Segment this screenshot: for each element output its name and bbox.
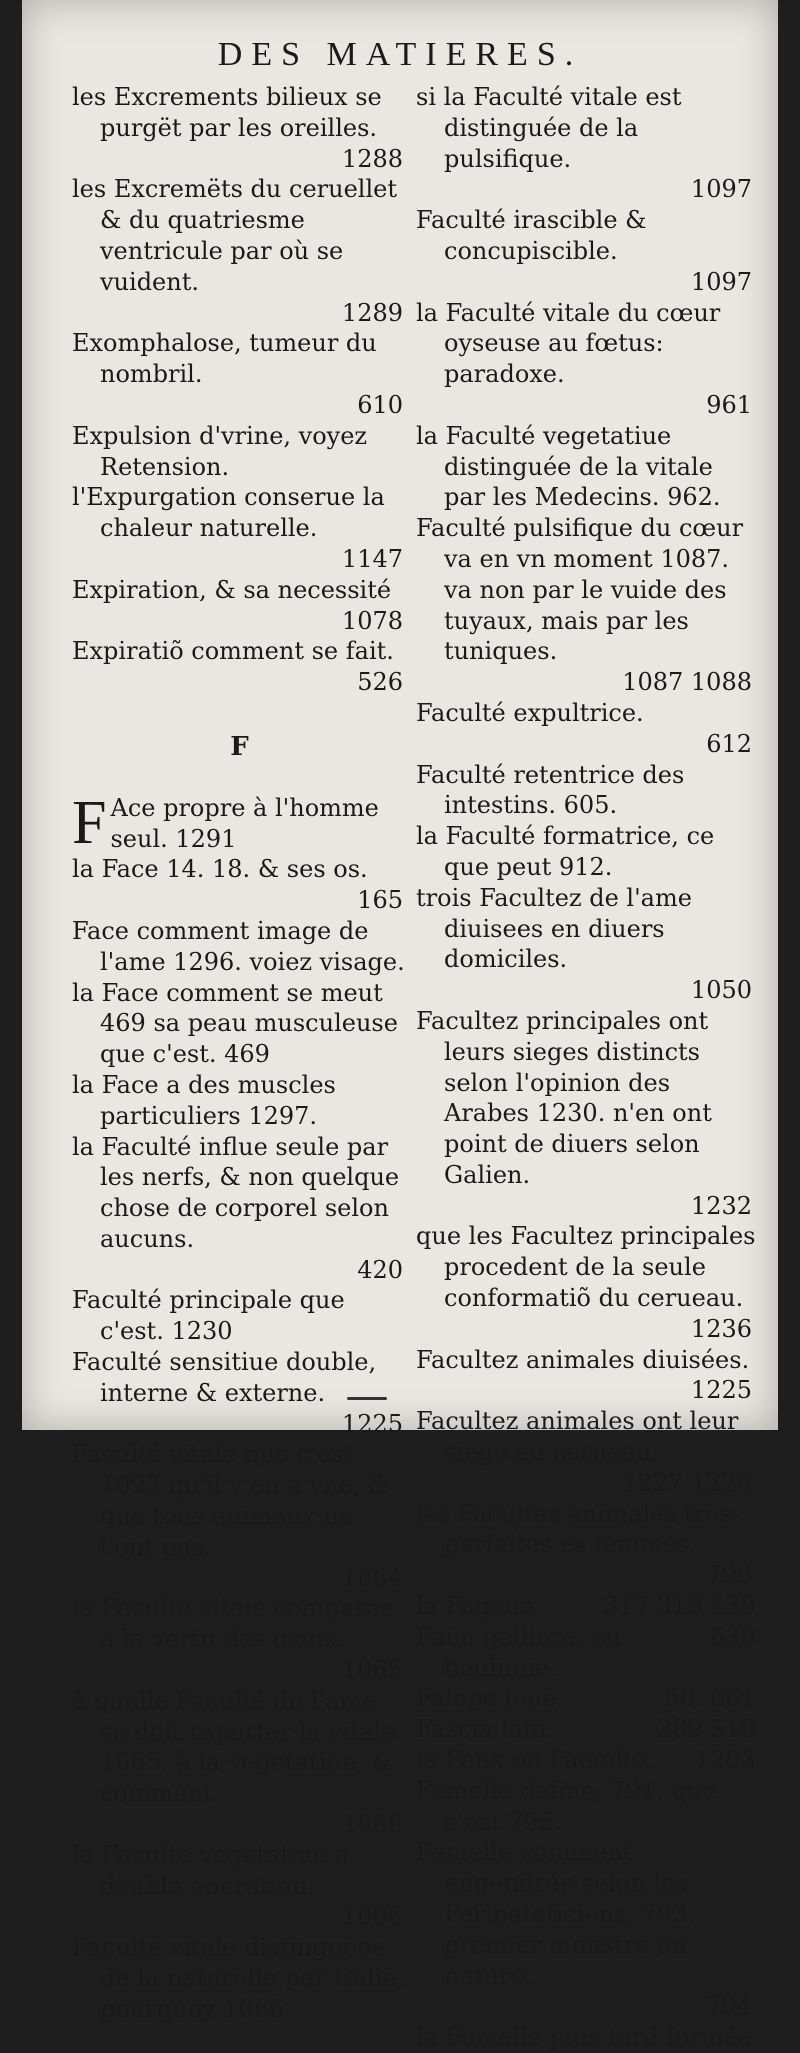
index-entry — [416, 298, 756, 421]
entry-pages: 289 510 — [656, 1715, 756, 1744]
entry-pages: 1289 — [341, 298, 403, 327]
index-entry — [416, 1745, 756, 1776]
entry-pages: 1064 — [341, 1563, 403, 1592]
index-entry — [416, 513, 756, 698]
index-entry — [416, 760, 756, 822]
entry-text: Exomphalose, tumeur du nombril. — [72, 329, 377, 389]
entry-pages: 1066 — [341, 1810, 403, 1839]
entry-text: Femelle define, 791. que c'est 795. — [416, 1776, 717, 1836]
entry-text: Facultez animales ont leur siege au cerueau. — [416, 1407, 739, 1467]
index-entry — [72, 788, 407, 857]
index-entry — [416, 205, 756, 297]
entry-pages: 1087 1088 — [622, 668, 752, 697]
entry-text: Expiration, & sa necessité — [72, 575, 392, 604]
entry-text: Falope loué. — [416, 1684, 565, 1713]
entry-pages: 526 — [357, 668, 403, 697]
entry-text: les Facultez animales tres-parfaites es femmes. — [416, 1499, 740, 1559]
index-entry — [72, 482, 407, 574]
entry-pages: 961 — [706, 390, 752, 419]
entry-pages: 1225 — [341, 1409, 403, 1438]
index-entry — [416, 1622, 756, 1684]
entry-text: trois Facultez de l'ame diuisees en diuers domiciles. — [416, 883, 692, 974]
entry-text: Face comment image de l'ame 1296. voiez visage. — [72, 916, 405, 976]
entry-text: Femelle comment engendrée selon les Peripateticiens, 793. premier monstre en nature. — [416, 1838, 696, 1990]
index-entry — [416, 1714, 756, 1745]
entry-text: la Faux ou Faucille. — [416, 1746, 653, 1775]
entry-list-f — [72, 788, 407, 2025]
entry-text: la Face comment se meut 469 sa peau musculeuse que c'est. 469 — [72, 978, 398, 1069]
entry-text: la Faculté vitale du cœur oyseuse au fœtus: paradoxe. — [416, 298, 721, 389]
entry-pages: 1147 — [341, 544, 403, 573]
index-entry — [72, 854, 407, 916]
entry-text: la Faculté vegetatiue distinguée de la vitale par les Medecins. 962. — [416, 421, 721, 512]
entry-text: la Face 14. 18. & ses os. — [72, 855, 368, 884]
entry-text: Faculté principale que c'est. 1230 — [72, 1286, 345, 1346]
entry-pages: 1078 — [341, 606, 403, 635]
section-letter: F — [230, 731, 249, 762]
page-end-ornament — [347, 1397, 387, 1400]
index-entry — [72, 1285, 407, 1347]
entry-pages: 317 319 439 — [603, 1592, 756, 1621]
entry-pages: 610 — [357, 390, 403, 419]
index-entry — [72, 1932, 407, 2024]
book-page — [22, 0, 778, 2052]
entry-text: à quelle Faculté de l'ame se doit raporter la vitale 1065. à la vegetatiue, & comment. — [72, 1686, 396, 1808]
index-column-right — [416, 82, 756, 2053]
index-entry — [72, 1686, 407, 1840]
entry-pages: 1065 — [341, 1656, 403, 1685]
entry-pages: 1097 — [690, 267, 752, 296]
entry-text: Facultez animales diuisées. — [416, 1345, 750, 1374]
entry-text: Faculté irascible & concupiscible. — [416, 206, 647, 265]
index-column-left — [72, 82, 407, 2025]
entry-text: l'Expurgation conserue la chaleur naturelle. — [72, 483, 385, 543]
index-entry — [72, 1439, 407, 1593]
index-entry — [72, 978, 407, 1070]
entry-text: la Faculté vegetatiue a double operation. — [72, 1840, 350, 1900]
entry-list-right — [416, 82, 756, 2053]
entry-pages: 1232 — [690, 1191, 752, 1220]
entry-pages: 1227 1226 — [622, 1468, 752, 1497]
entry-pages: 794 — [706, 1992, 752, 2021]
index-entry — [416, 1776, 756, 1838]
entry-pages: 1097 — [690, 175, 752, 204]
entry-text: Fascia lata. — [416, 1715, 555, 1744]
entry-pages: 1288 — [341, 144, 403, 173]
entry-pages: 1236 — [690, 1314, 752, 1343]
index-entry — [72, 1593, 407, 1685]
entry-pages: 1050 — [690, 976, 752, 1005]
entry-pages: 1066 — [341, 1902, 403, 1931]
entry-pages: 420 — [357, 1255, 403, 1284]
entry-text: la Femelle plus tard formée — [416, 2023, 753, 2052]
entry-pages: 165 — [357, 886, 403, 915]
entry-text: Expiratiõ comment se fait. — [72, 637, 394, 666]
index-entry — [72, 1347, 407, 1439]
page-header: DES MATIERES. — [217, 36, 583, 73]
index-entry — [72, 916, 407, 978]
entry-text: les Excrements bilieux se purgët par les oreilles. — [72, 83, 382, 142]
index-entry — [416, 1837, 756, 2022]
entry-pages: 799 — [706, 1561, 752, 1590]
entry-pages: 50. 661 — [664, 1684, 756, 1713]
entry-text: la Face a des muscles particuliers 1297. — [72, 1070, 336, 1130]
entry-text: Facultez principales ont leurs sieges distincts selon l'opinion des Arabes 1230. n'en ont point de diuers selon Galien. — [416, 1006, 712, 1189]
index-entry — [416, 1683, 756, 1714]
entry-text: Faculté vitale que c'est 1093 qu'il y en a vne, & que tous animaux ne l'ont pas. — [72, 1440, 390, 1561]
index-entry — [416, 698, 756, 760]
entry-text: la Faculté influe seule par les nerfs, & non quelque chose de corporel selon aucuns. — [72, 1132, 400, 1253]
entry-list-e — [72, 82, 407, 698]
entry-pages: 1203 — [694, 1746, 756, 1775]
entry-text: si la Faculté vitale est distinguée de la pulsifique. — [416, 83, 682, 173]
index-entry — [72, 1132, 407, 1286]
entry-text: Faculté sensitiue double, interne & externe. — [72, 1348, 377, 1407]
index-entry — [416, 1006, 756, 1222]
entry-text: Faculté pulsifique du cœur va en vn moment 1087. va non par le vuide des tuyaux, mais par les tuniques. — [416, 514, 744, 666]
index-entry — [72, 174, 407, 328]
index-entry — [72, 1070, 407, 1132]
index-entry — [416, 1499, 756, 1591]
index-entry — [416, 1221, 756, 1344]
entry-text: Faim galliere, ou boulimie. — [416, 1622, 622, 1682]
entry-text: Faculté retentrice des intestins. 605. — [416, 760, 685, 820]
index-entry — [72, 328, 407, 420]
entry-text: Ace propre à l'homme seul. 1291 — [110, 793, 379, 853]
index-entry — [416, 821, 756, 883]
entry-pages: 630 — [710, 1622, 756, 1651]
entry-text: les Excremëts du ceruellet & du quatriesme ventricule par où se vuident. — [72, 175, 397, 296]
index-entry — [72, 575, 407, 637]
entry-text: Faculté vitale distinguéee de la naturelle par Galië, pourquoy 1066. — [72, 1933, 404, 2023]
index-entry — [416, 1591, 756, 1622]
index-entry — [416, 421, 756, 513]
entry-text: la Faculté formatrice, ce que peut 912. — [416, 822, 715, 881]
entry-text: Expulsion d'vrine, voyez Retension. — [72, 421, 368, 481]
entry-pages: 612 — [706, 729, 752, 758]
index-entry — [416, 1345, 756, 1407]
index-entry — [72, 82, 407, 174]
index-entry — [72, 636, 407, 698]
index-entry — [416, 1406, 756, 1498]
index-entry — [72, 1840, 407, 1932]
index-entry — [72, 421, 407, 483]
entry-text: Faculté expultrice. — [416, 698, 644, 727]
entry-pages: 1225 — [690, 1376, 752, 1405]
index-entry — [416, 883, 756, 1006]
index-entry — [416, 82, 756, 205]
entry-text: que les Facultez principales procedent de la seule conformatiõ du cerueau. — [416, 1222, 756, 1313]
index-entry — [416, 2022, 756, 2053]
entry-text: la Fagoue — [416, 1592, 535, 1621]
drop-cap: F — [72, 788, 107, 857]
entry-text: la Faculté vitale comparee à la vertu des cieux. — [72, 1594, 394, 1654]
